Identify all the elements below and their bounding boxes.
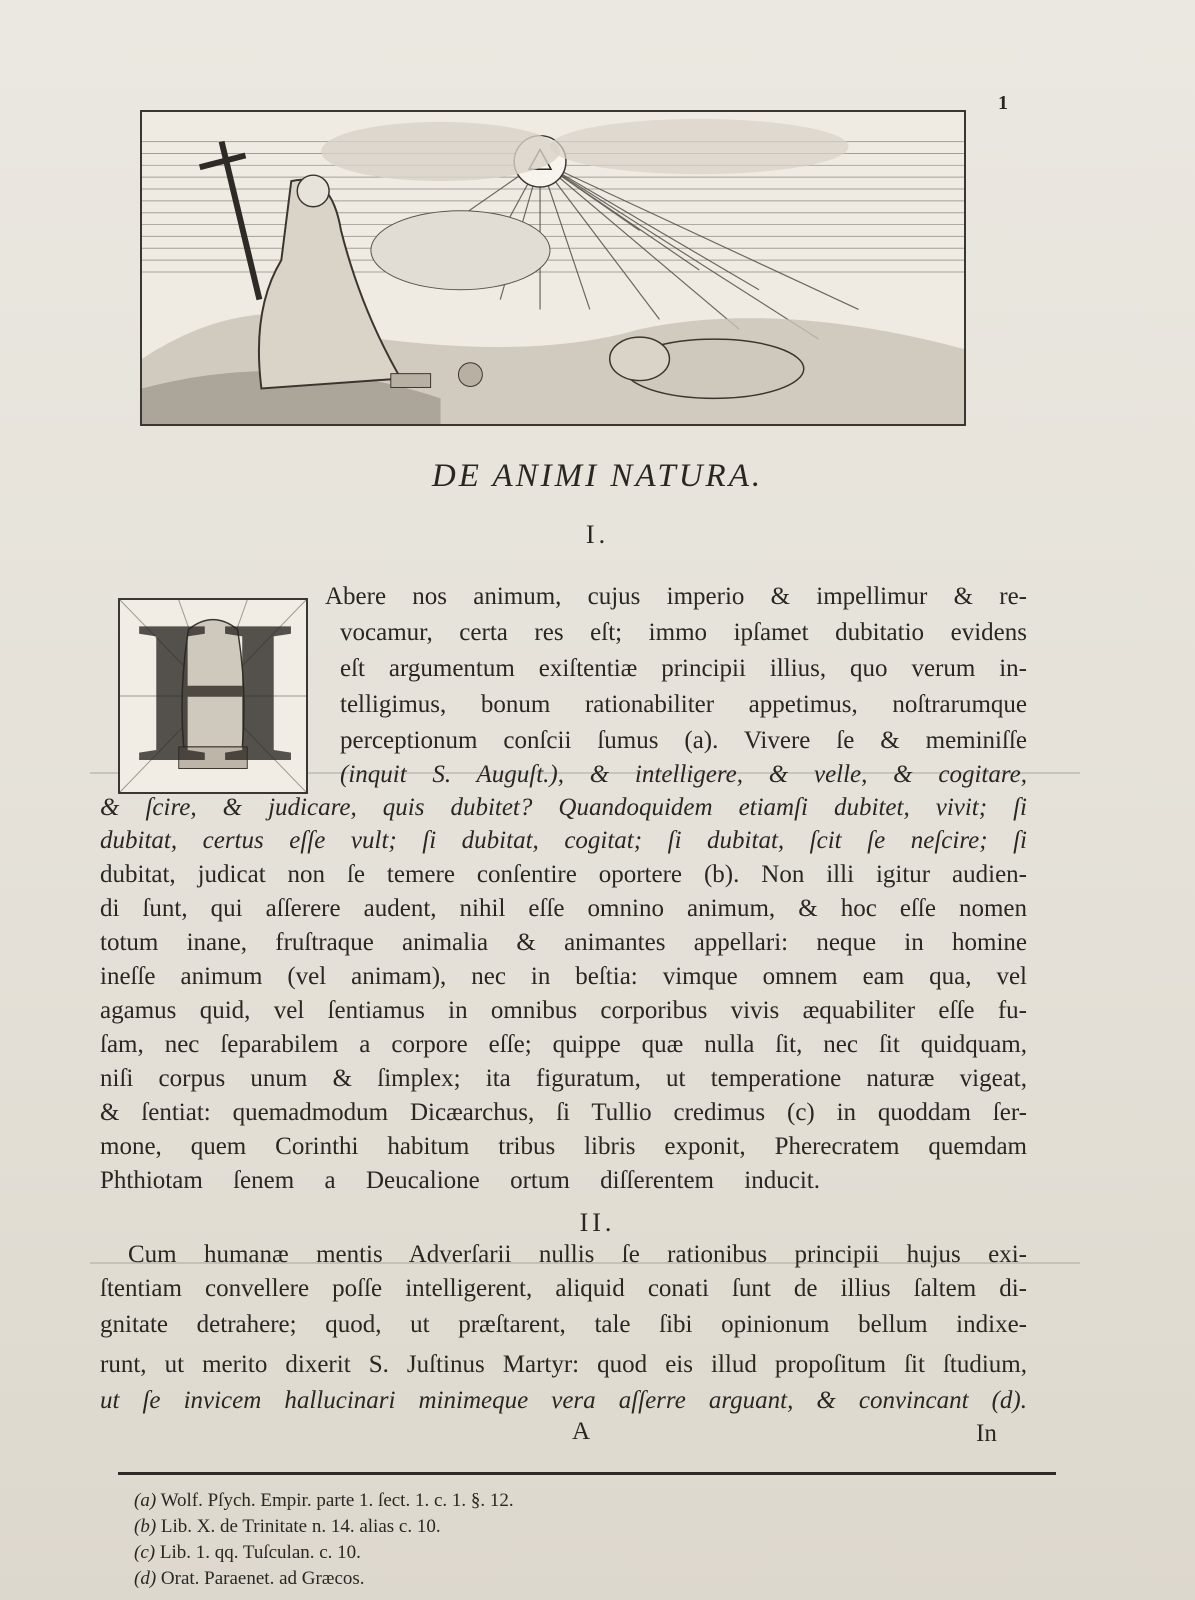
paragraph-1-line: dubitat, certus eſſe vult; ſi dubitat, cogitat; ſi dubitat, ſcit ſe neſcire; ſi xyxy=(100,827,1027,854)
footnote xyxy=(134,1542,361,1564)
footnote-mark: (d) xyxy=(134,1568,157,1589)
footnote xyxy=(134,1490,514,1512)
paragraph-1-line: totum inane, fruſtraque animalia & animantes appellari: neque in homine xyxy=(100,929,1027,956)
paragraph-2-line: gnitate detrahere; quod, ut præſtarent, tale ſibi opinionum bellum indixe- xyxy=(100,1311,1027,1338)
page-number: 1 xyxy=(998,92,1008,114)
paragraph-1-line: telligimus, bonum rationabiliter appetimus, noſtrarumque xyxy=(340,691,1027,718)
paragraph-1-line: dubitat, judicat non ſe temere conſentire oportere (b). Non illi igitur audien- xyxy=(100,861,1027,888)
paragraph-1-line: ſam, nec ſeparabilem a corpore eſſe; quippe quæ nulla ſit, nec ſit quidquam, xyxy=(100,1031,1027,1058)
paragraph-1-line: ineſſe animum (vel animam), nec in beſtia: vimque omnem eam qua, vel xyxy=(100,963,1027,990)
paragraph-2-line: ſtentiam convellere poſſe intelligerent, aliquid conati ſunt de illius ſaltem di- xyxy=(100,1275,1027,1302)
footnote-mark: (c) xyxy=(134,1542,156,1563)
paragraph-1-line: & ſentiat: quemadmodum Dicæarchus, ſi Tullio credimus (c) in quoddam ſer- xyxy=(100,1099,1027,1126)
footnote-text: Lib. 1. qq. Tuſculan. c. 10. xyxy=(159,1542,361,1563)
paragraph-1-line: & ſcire, & judicare, quis dubitet? Quandoquidem etiamſi dubitet, vivit; ſi xyxy=(100,794,1027,821)
paragraph-2-line: runt, ut merito dixerit S. Juſtinus Martyr: quod eis illud propoſitum ſit ſtudium, xyxy=(100,1351,1027,1378)
engraving-illustration xyxy=(142,112,964,424)
footnote-rule xyxy=(118,1472,1056,1475)
footnote-mark: (a) xyxy=(134,1490,157,1511)
signature-mark: A xyxy=(572,1418,591,1445)
footnote-text: Wolf. Pſych. Empir. parte 1. ſect. 1. c. 1. §. 12. xyxy=(160,1490,514,1511)
footnote-text: Lib. X. de Trinitate n. 14. alias c. 10. xyxy=(160,1516,441,1537)
paragraph-1-line: vocamur, certa res eſt; immo ipſamet dubitatio evidens xyxy=(340,619,1027,646)
footnote-text: Orat. Paraenet. ad Græcos. xyxy=(160,1568,365,1589)
footnote xyxy=(134,1568,365,1590)
footnote xyxy=(134,1516,441,1538)
paragraph-1-last-line: Phthiotam ſenem a Deucalione ortum diſſerentem inducit. xyxy=(100,1167,820,1194)
paragraph-1-line: perceptionum conſcii ſumus (a). Vivere ſe & meminiſſe xyxy=(340,727,1027,754)
chapter-title: DE ANIMI NATURA. xyxy=(431,458,764,494)
paragraph-1-line: di ſunt, qui aſſerere audent, nihil eſſe omnino animum, & hoc eſſe nomen xyxy=(100,895,1027,922)
footnote-mark: (b) xyxy=(134,1516,157,1537)
section-numeral-1: I. xyxy=(585,520,610,549)
paragraph-2-line: ut ſe invicem hallucinari minimeque vera aſſerre arguant, & convincant (d). xyxy=(100,1387,1027,1414)
paragraph-1-line: niſi corpus unum & ſimplex; ita figuratum, ut temperatione naturæ vigeat, xyxy=(100,1065,1027,1092)
paragraph-1-line: (inquit S. Auguſt.), & intelligere, & velle, & cogitare, xyxy=(340,761,1027,788)
decorated-initial xyxy=(118,579,308,805)
paragraph-1-line: Abere nos animum, cujus imperio & impellimur & re- xyxy=(325,583,1027,610)
section-numeral-2: II. xyxy=(579,1208,616,1237)
paragraph-1-line: eſt argumentum exiſtentiæ principii illius, quo verum in- xyxy=(340,655,1027,682)
catchword: In xyxy=(976,1420,997,1447)
headpiece-engraving xyxy=(140,110,966,426)
paragraph-1-line: agamus quid, vel ſentiamus in omnibus corporibus vivis æquabiliter eſſe fu- xyxy=(100,997,1027,1024)
initial-letter: H xyxy=(135,579,295,805)
paragraph-1-line: mone, quem Corinthi habitum tribus libris exponit, Pherecratem quemdam xyxy=(100,1133,1027,1160)
paragraph-2-line: Cum humanæ mentis Adverſarii nullis ſe rationibus principii hujus exi- xyxy=(128,1241,1027,1268)
